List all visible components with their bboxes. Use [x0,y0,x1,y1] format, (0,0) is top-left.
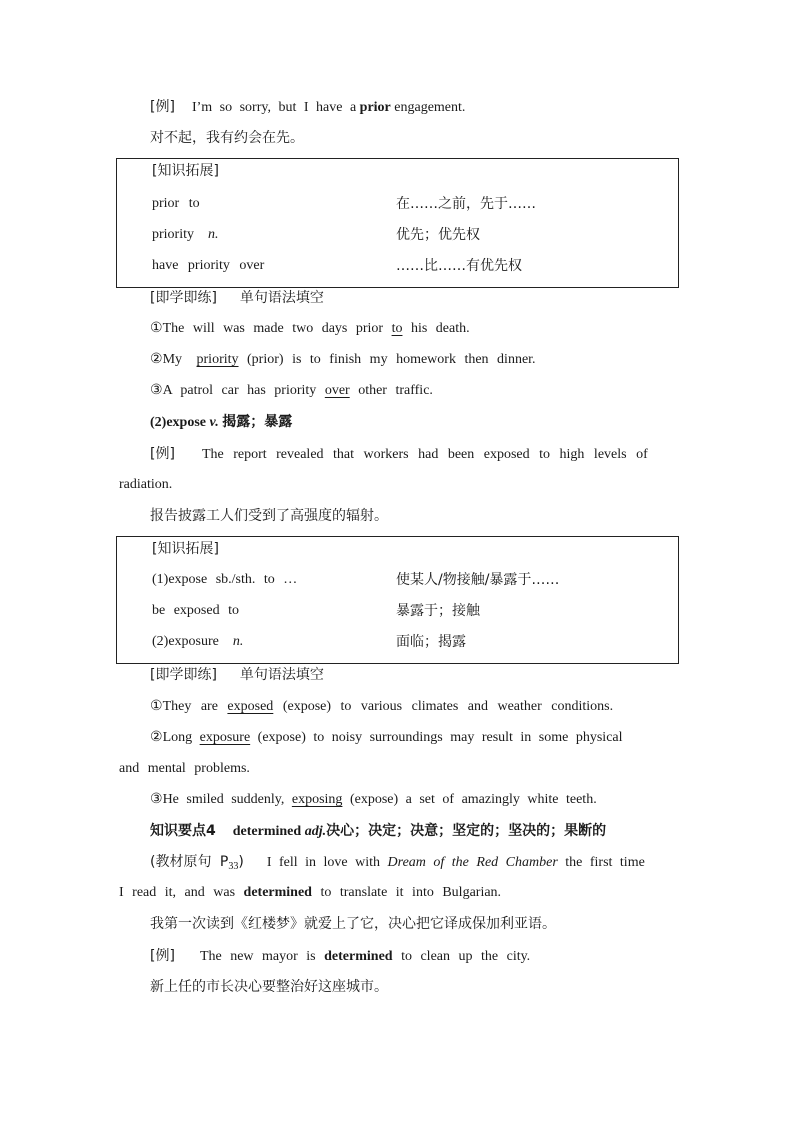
item-text: He smiled suddenly, [162,792,285,807]
item-number: ① [150,321,163,336]
practice-title: [即学即练] [150,290,217,306]
practice-subtitle: 单句语法填空 [239,667,324,683]
box-title: [知识拓展] [152,163,219,179]
item-text-end: to noisy surroundings may result in some physical [313,730,623,745]
item-text-end: other traffic. [358,383,433,398]
sentence-text: to translate it into Bulgarian. [320,885,502,900]
source-label: (教材原句 P [150,854,229,870]
item-hint: (expose) [349,792,399,807]
example-tag: [例] [150,948,175,964]
item-text: They are [162,699,218,714]
example-sentence-cont: radiation. [119,477,173,492]
ext-pos: n. [208,227,219,242]
example-text: The report revealed that workers had been exposed to high levels of [201,447,648,462]
ext-phrase: prior to [152,196,200,211]
sentence-text: I read it, and was [119,885,236,900]
word-heading [150,412,675,433]
textbook-sentence-cont [119,883,675,903]
item-hint: (expose) [257,730,306,745]
item-answer: priority [196,352,239,367]
ext-phrase: have priority over [152,258,265,273]
example-text: I’m so sorry, but I have a [191,100,357,115]
book-title: Dream of the Red Chamber [387,855,558,870]
source-close: ) [238,854,244,870]
point-meaning: 决心；决定；决意；坚定的；坚决的；果断的 [326,823,607,839]
heading-word: expose [166,415,206,430]
practice-item [150,350,675,370]
sentence-keyword: determined [243,885,312,900]
point-label: 知识要点4 [150,823,216,839]
item-answer: exposure [199,730,251,745]
item-number: ③ [150,792,163,807]
item-number: ① [150,699,163,714]
example-sentence [150,946,675,967]
ext-meaning: 优先；优先权 [396,227,480,243]
sentence-text: I fell in love with [266,855,381,870]
practice-item [150,319,675,339]
textbook-sentence [150,852,675,877]
heading-meaning: 揭露；暴露 [222,414,293,430]
example-text-end: to clean up the city. [401,949,531,964]
point-pos: adj. [304,824,327,839]
knowledge-extension-box [116,158,679,288]
example-text: The new mayor is [199,949,316,964]
practice-heading [150,288,675,308]
practice-item-cont: and mental problems. [119,761,250,776]
ext-phrase: (2)exposure [152,634,219,649]
example-translation: 对不起，我有约会在先。 [150,130,304,146]
practice-heading [150,665,675,685]
item-answer: over [324,383,350,398]
ext-phrase: priority [152,227,194,242]
source-page: 33 [228,861,239,872]
practice-subtitle: 单句语法填空 [239,290,324,306]
item-answer: to [391,321,403,336]
sentence-text: the first time [565,855,645,870]
practice-item [150,381,675,401]
ext-phrase: (1)expose sb./sth. to … [152,572,298,587]
item-number: ② [150,730,163,745]
box-title: [知识拓展] [152,541,219,557]
item-text-end: is to finish my homework then dinner. [292,352,536,367]
example-tag: [例] [150,446,175,462]
example-keyword: determined [324,949,393,964]
item-text: The will was made two days prior [162,321,384,336]
practice-item [150,697,675,717]
item-hint: (prior) [247,352,284,367]
example-text-end: engagement. [394,100,466,115]
ext-phrase: be exposed to [152,603,239,618]
item-text: My [162,352,183,367]
ext-meaning: ……比……有优先权 [396,258,522,274]
ext-meaning: 暴露于；接触 [396,603,480,619]
item-text-end: to various climates and weather conditions. [340,699,614,714]
item-text-end: his death. [410,321,470,336]
heading-pos: v. [209,415,219,430]
ext-meaning: 使某人/物接触/暴露于…… [396,572,560,588]
example-sentence [150,444,675,465]
item-answer: exposing [291,792,343,807]
knowledge-point-heading [150,821,675,842]
point-word: determined [232,824,302,839]
item-hint: (expose) [282,699,332,714]
ext-meaning: 面临；揭露 [396,634,466,650]
example-translation: 新上任的市长决心要整治好这座城市。 [150,979,388,995]
practice-item [150,790,675,810]
example-keyword: prior [359,100,391,115]
practice-title: [即学即练] [150,667,217,683]
ext-meaning: 在……之前，先于…… [396,196,536,212]
example-sentence [150,97,675,118]
sentence-translation: 我第一次读到《红楼梦》就爱上了它，决心把它译成保加利亚语。 [150,916,556,932]
item-answer: exposed [227,699,274,714]
example-translation: 报告披露工人们受到了高强度的辐射。 [150,508,388,524]
item-text: A patrol car has priority [162,383,317,398]
item-text: Long [162,730,193,745]
item-number: ③ [150,383,163,398]
knowledge-extension-box [116,536,679,664]
ext-pos: n. [232,634,244,649]
example-tag: [例] [150,99,175,115]
item-text-end: a set of amazingly white teeth. [405,792,597,807]
practice-item [150,728,675,748]
item-number: ② [150,352,163,367]
heading-number: (2) [150,415,167,430]
